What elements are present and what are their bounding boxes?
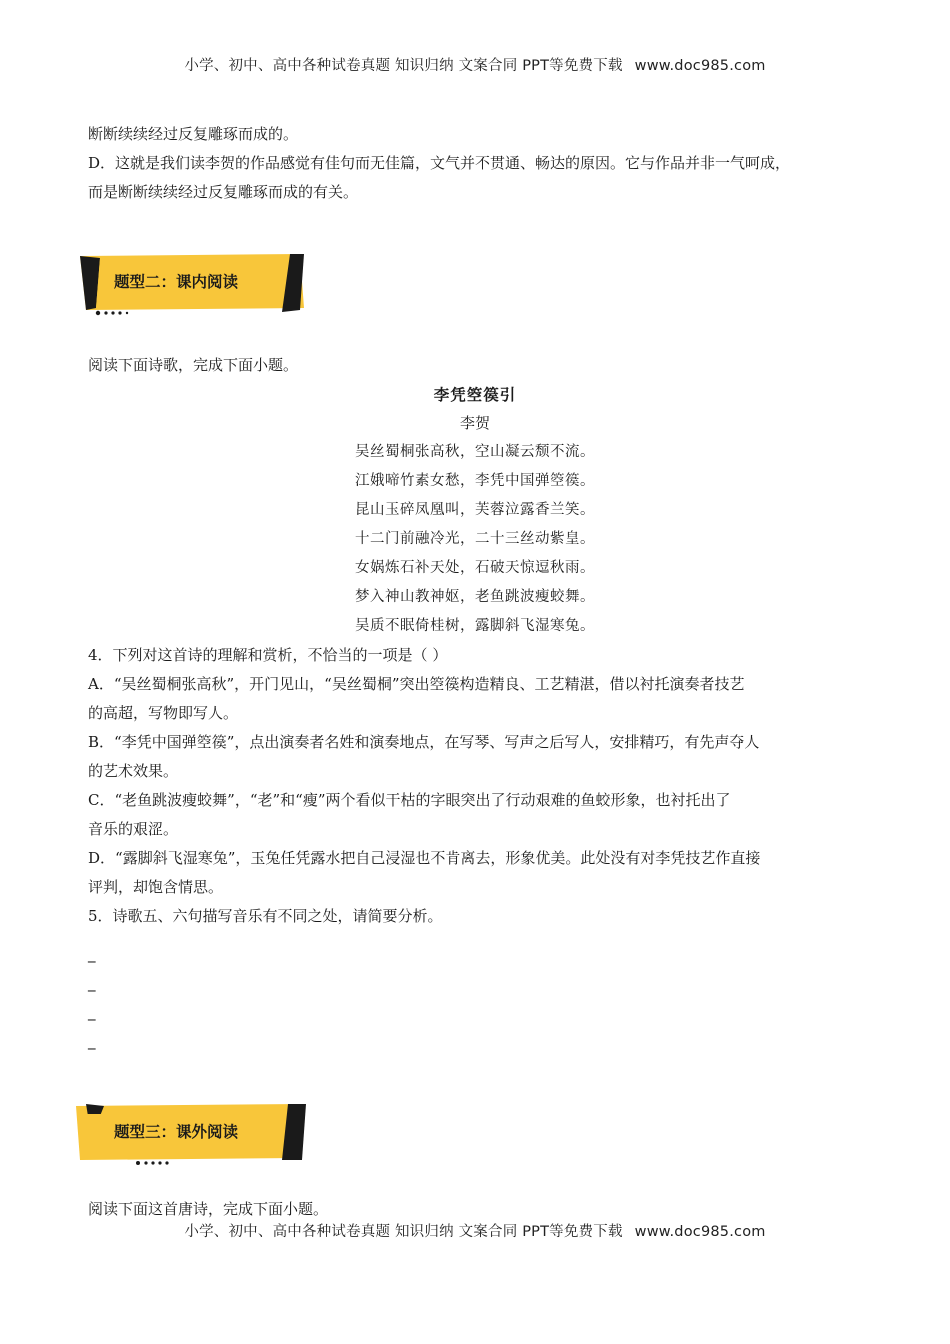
option-a-line-2: 的高超，写物即写人。 xyxy=(88,704,239,722)
question-4-stem: 4．下列对这首诗的理解和赏析，不恰当的一项是（ ） xyxy=(88,646,448,664)
page-header xyxy=(0,54,950,75)
banner-label: 题型三：课外阅读 xyxy=(113,1123,238,1141)
previous-question-tail xyxy=(88,120,863,207)
page-footer xyxy=(0,1220,950,1241)
poem-line: 梦入神山教神妪，老鱼跳波瘦蛟舞。 xyxy=(355,589,595,605)
option-d-line-2: 而是断断续续经过反复雕琢而成的有关。 xyxy=(88,183,359,201)
poem-line: 吴丝蜀桐张高秋，空山凝云颓不流。 xyxy=(355,444,595,460)
option-d-line-2: 评判，却饱含情思。 xyxy=(88,878,224,896)
intro-text: 阅读下面这首唐诗，完成下面小题。 xyxy=(88,1200,329,1218)
section-2-intro xyxy=(88,351,863,380)
question-5-stem: 5．诗歌五、六句描写音乐有不同之处，请简要分析。 xyxy=(88,907,443,925)
answer-blank[interactable]: _ xyxy=(88,1003,96,1021)
poem xyxy=(0,380,950,641)
text-line: 断断续续经过反复雕琢而成的。 xyxy=(88,125,299,143)
option-c-line-1: C．“老鱼跳波瘦蛟舞”，“老”和“瘦”两个看似干枯的字眼突出了行动艰难的鱼蛟形象，也衬托出了 xyxy=(88,791,731,809)
answer-blank[interactable]: _ xyxy=(88,945,96,963)
banner-label: 题型二：课内阅读 xyxy=(113,273,238,291)
answer-blank[interactable]: _ xyxy=(88,974,96,992)
footer-text: 小学、初中、高中各种试卷真题 知识归纳 文案合同 PPT等免费下载 xyxy=(184,1224,623,1240)
poem-line: 女娲炼石补天处，石破天惊逗秋雨。 xyxy=(355,560,595,576)
section-banner-3 xyxy=(76,1102,316,1168)
option-b-line-1: B．“李凭中国弹箜篌”，点出演奏者名姓和演奏地点，在写琴、写声之后写人，安排精巧，有先声夺人 xyxy=(88,733,760,751)
option-b-line-2: 的艺术效果。 xyxy=(88,762,179,780)
footer-url[interactable]: www.doc985.com xyxy=(634,1224,766,1240)
option-d-line-1: D．“露脚斜飞湿寒兔”，玉兔任凭露水把自己浸湿也不肯离去，形象优美。此处没有对李凭技艺作直接 xyxy=(88,849,761,867)
poem-author: 李贺 xyxy=(459,414,490,432)
poem-line: 吴质不眠倚桂树，露脚斜飞湿寒兔。 xyxy=(355,618,595,634)
poem-line: 十二门前融冷光，二十三丝动紫皇。 xyxy=(355,531,595,547)
header-url[interactable]: www.doc985.com xyxy=(634,58,766,74)
option-d-line-1: D．这就是我们读李贺的作品感觉有佳句而无佳篇，文气并不贯通、畅达的原因。它与作品并非一气呵成， xyxy=(88,154,791,172)
poem-line: 江娥啼竹素女愁，李凭中国弹箜篌。 xyxy=(355,473,595,489)
option-c-line-2: 音乐的艰涩。 xyxy=(88,820,179,838)
poem-title: 李凭箜篌引 xyxy=(433,385,517,404)
intro-text: 阅读下面诗歌，完成下面小题。 xyxy=(88,356,299,374)
question-4 xyxy=(88,641,863,931)
poem-line: 昆山玉碎凤凰叫，芙蓉泣露香兰笑。 xyxy=(355,502,595,518)
section-banner-2 xyxy=(76,252,316,318)
answer-blank[interactable]: _ xyxy=(88,1032,96,1050)
option-a-line-1: A．“吴丝蜀桐张高秋”，开门见山，“吴丝蜀桐”突出箜篌构造精良、工艺精湛，借以衬托演奏者技艺 xyxy=(88,675,745,693)
header-text: 小学、初中、高中各种试卷真题 知识归纳 文案合同 PPT等免费下载 xyxy=(184,58,623,74)
